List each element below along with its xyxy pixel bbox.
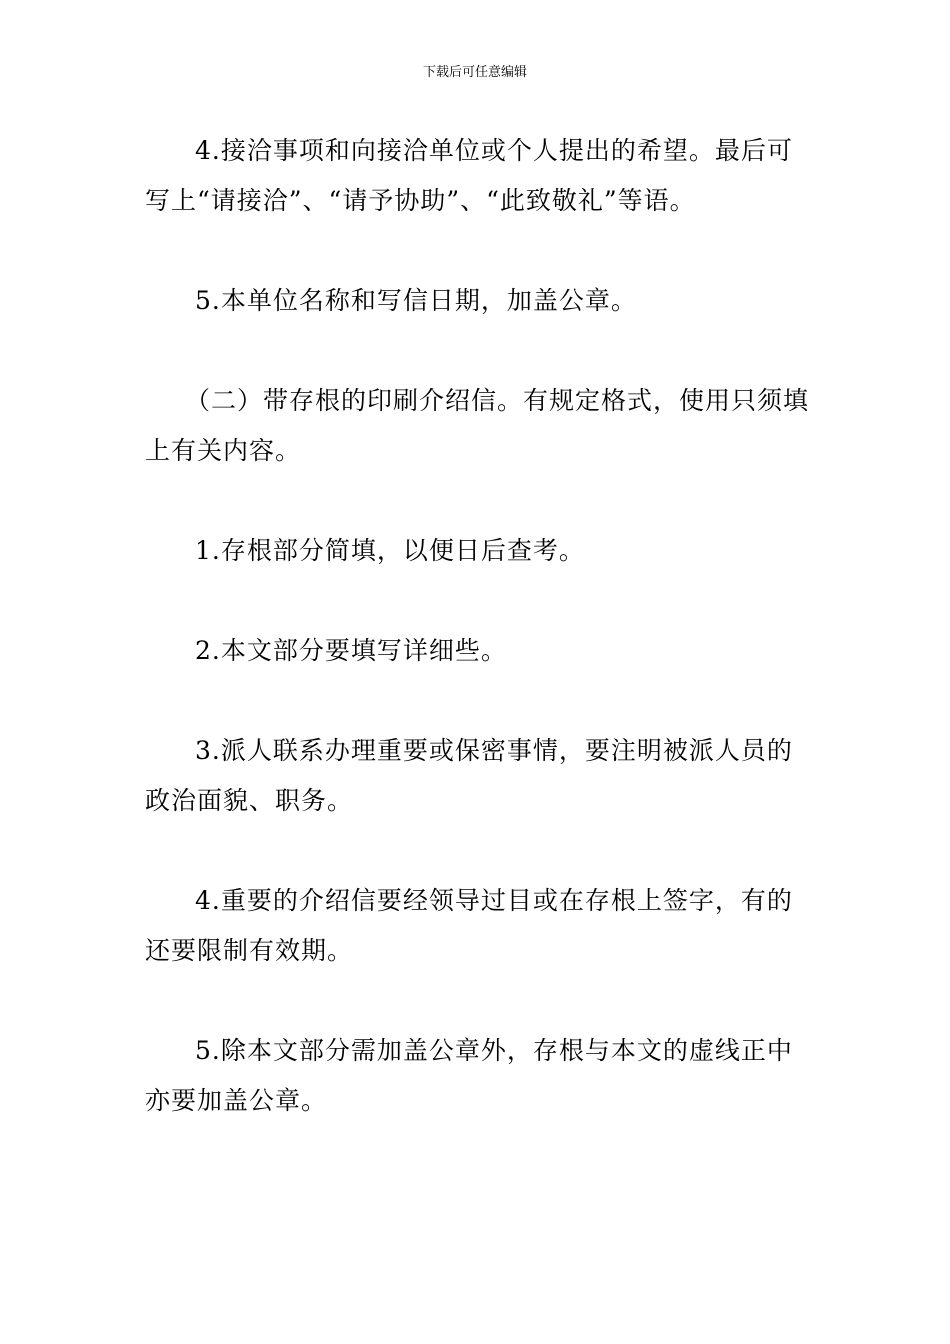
document-body [145, 126, 810, 1126]
paragraph-gap [145, 326, 810, 376]
paragraph-gap [145, 676, 810, 726]
paragraph-gap [145, 476, 810, 526]
paragraph-item-5: 5.本单位名称和写信日期，加盖公章。 [195, 286, 637, 315]
paragraph-gap [145, 576, 810, 626]
paragraph-item-1: 1.存根部分简填，以便日后查考。 [195, 536, 585, 565]
paragraph-item-3: 3.派人联系办理重要或保密事情，要注明被派人员的政治面貌、职务。 [145, 736, 793, 815]
page-header: 下载后可任意编辑 [422, 65, 527, 80]
paragraph-gap [145, 826, 810, 876]
paragraph-gap [145, 226, 810, 276]
paragraph-item-2: 2.本文部分要填写详细些。 [195, 636, 507, 665]
paragraph-item-5b: 5.除本文部分需加盖公章外，存根与本文的虚线正中亦要加盖公章。 [145, 1036, 793, 1115]
paragraph-gap [145, 976, 810, 1026]
paragraph-item-4b: 4.重要的介绍信要经领导过目或在存根上签字，有的还要限制有效期。 [145, 886, 793, 965]
paragraph-item-4: 4.接洽事项和向接洽单位或个人提出的希望。最后可写上“请接洽”、“请予协助”、“此致敬礼”等语。 [145, 136, 793, 215]
section-heading-2: （二）带存根的印刷介绍信。有规定格式，使用只须填上有关内容。 [145, 386, 810, 465]
